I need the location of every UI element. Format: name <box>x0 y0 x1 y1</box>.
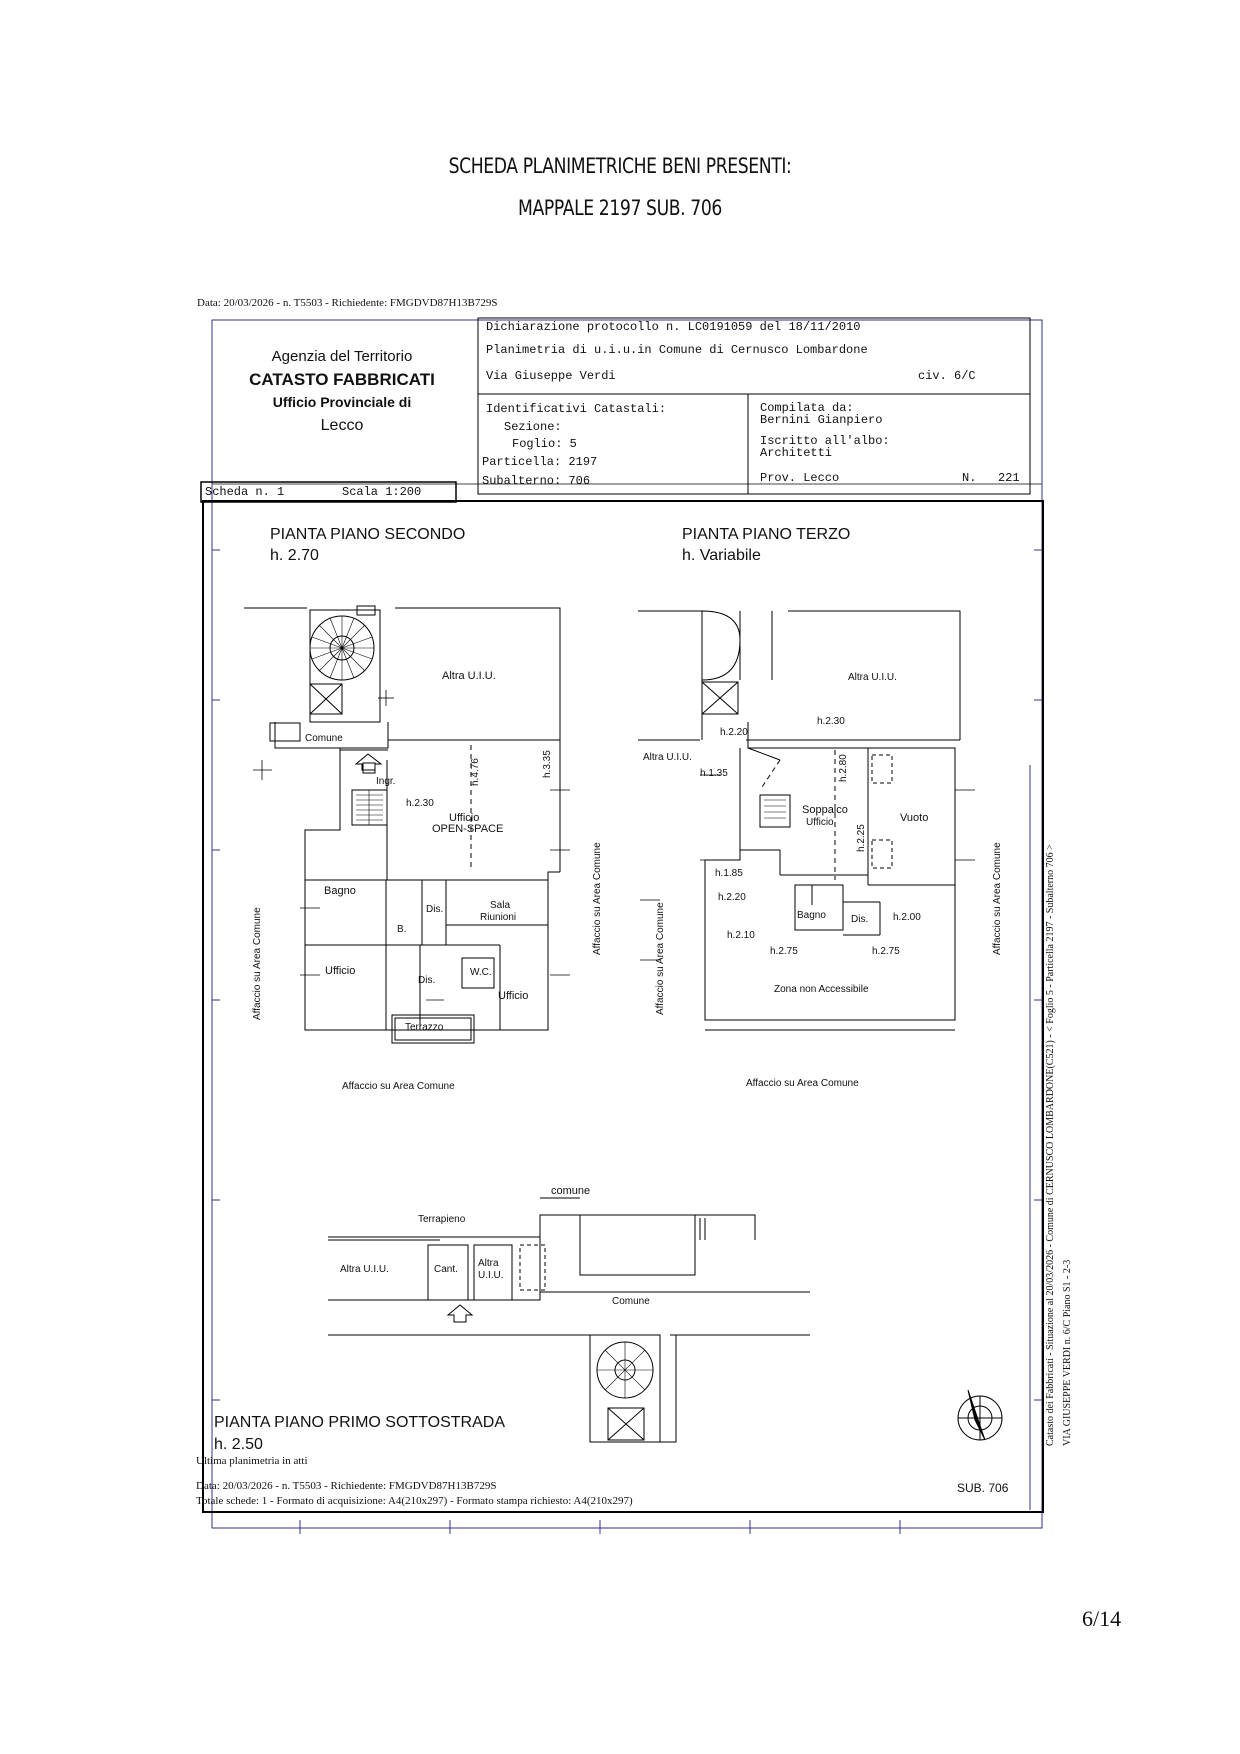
identifiers-foglio: Foglio: 5 <box>512 437 577 451</box>
scheda-label: Scheda n. 1 <box>205 485 285 499</box>
basement-altra: Altra U.I.U. <box>340 1264 389 1275</box>
third-h275b: h.2.75 <box>872 946 900 957</box>
basement-altra2b: U.I.U. <box>478 1270 504 1281</box>
second-b: B. <box>397 924 407 935</box>
third-h275a: h.2.75 <box>770 946 798 957</box>
second-ingresso: Ingr. <box>376 776 396 787</box>
third-bagno: Bagno <box>797 910 826 921</box>
third-h185: h.1.85 <box>715 868 743 879</box>
footer-data: Data: 20/03/2026 - n. T5503 - Richiedente: FMGDVD87H13B729S <box>196 1480 497 1492</box>
second-riunioni: Riunioni <box>480 912 517 923</box>
plan-third-title: PIANTA PIANO TERZO <box>682 526 851 543</box>
plan-second-title: PIANTA PIANO SECONDO <box>270 526 466 543</box>
header-line2: MAPPALE 2197 SUB. 706 <box>518 196 722 220</box>
third-affaccio-bottom: Affaccio su Area Comune <box>746 1078 859 1089</box>
third-zona: Zona non Accessibile <box>774 984 869 995</box>
ufficio-city: Lecco <box>320 417 364 434</box>
third-h280: h.2.80 <box>838 754 849 782</box>
compiler-albo-label: Iscritto all'albo: <box>760 434 890 448</box>
third-altra-left: Altra U.I.U. <box>643 752 692 763</box>
second-ufficio-open: Ufficio <box>449 812 480 824</box>
compiler-name: Bernini Gianpiero <box>760 413 883 427</box>
side-text-line1: Catasto dei Fabbricati - Situazione al 20/03/2026 - Comune di CERNUSCO LOMBARDONE(C521) - < Foglio 5 - Particella 2197 - Subalterno 706 > <box>1045 844 1056 1446</box>
third-affaccio-right: Affaccio su Area Comune <box>992 842 1003 955</box>
second-affaccio-right: Affaccio su Area Comune <box>592 842 603 955</box>
plan-basement-height: h. 2.50 <box>214 1436 263 1453</box>
second-bagno: Bagno <box>324 885 356 897</box>
basement-cantina: Cant. <box>434 1264 458 1275</box>
side-text-line2: VIA GIUSEPPE VERDI n. 6/C Piano S1 - 2-3 <box>1062 1259 1073 1446</box>
footer-totale: Totale schede: 1 - Formato di acquisizione: A4(210x297) - Formato stampa richiesto: A4(210x297) <box>196 1495 633 1507</box>
compiler-label: Compilata da: <box>760 401 854 415</box>
identifiers-sezione: Sezione: <box>504 420 562 434</box>
third-h210: h.2.10 <box>727 930 755 941</box>
third-h225: h.2.25 <box>856 824 867 852</box>
third-ufficio: Ufficio <box>806 817 834 828</box>
page-number: 6/14 <box>1082 1606 1122 1631</box>
second-wc: W.C. <box>470 967 492 978</box>
basement-altra2a: Altra <box>478 1258 499 1269</box>
second-h230: h.2.30 <box>406 798 434 809</box>
catasto-fabbricati: CATASTO FABBRICATI <box>249 370 435 389</box>
second-terrazzo: Terrazzo <box>405 1022 444 1033</box>
plan-second-height: h. 2.70 <box>270 547 319 564</box>
second-dis1: Dis. <box>426 904 444 915</box>
third-soppalco: Soppalco <box>802 804 848 816</box>
plan-third-height: h. Variabile <box>682 547 761 564</box>
declaration-plan: Planimetria di u.i.u.in Comune di Cernusco Lombardone <box>486 343 868 357</box>
second-open-space: OPEN-SPACE <box>432 823 504 835</box>
compiler-prov: Prov. Lecco <box>760 471 840 485</box>
second-ufficio-left: Ufficio <box>325 965 356 977</box>
identifiers-particella: Particella: 2197 <box>482 455 598 469</box>
header-line1: SCHEDA PLANIMETRICHE BENI PRESENTI: <box>448 154 792 178</box>
third-h220b: h.2.20 <box>718 892 746 903</box>
third-vuoto: Vuoto <box>900 812 929 824</box>
basement-comune-top: comune <box>551 1185 591 1197</box>
basement-terrapieno: Terrapieno <box>418 1214 466 1225</box>
second-affaccio-left: Affaccio su Area Comune <box>252 907 263 1020</box>
third-h230: h.2.30 <box>817 716 845 727</box>
third-h200: h.2.00 <box>893 912 921 923</box>
doc-top-line: Data: 20/03/2026 - n. T5503 - Richiedente: FMGDVD87H13B729S <box>197 297 498 309</box>
second-altra-uiu: Altra U.I.U. <box>442 670 496 682</box>
compiler-albo: Architetti <box>760 446 833 460</box>
agency-name: Agenzia del Territorio <box>271 348 413 365</box>
third-altra-top: Altra U.I.U. <box>848 672 897 683</box>
second-h476: h.4.76 <box>470 758 481 786</box>
second-affaccio-bottom: Affaccio su Area Comune <box>342 1081 455 1092</box>
compiler-number: N. 221 <box>962 471 1020 485</box>
scheda-scale: Scala 1:200 <box>342 485 422 499</box>
ufficio-provinciale: Ufficio Provinciale di <box>272 394 412 410</box>
plan-basement-title: PIANTA PIANO PRIMO SOTTOSTRADA <box>214 1414 506 1431</box>
identifiers-title: Identificativi Catastali: <box>486 402 667 416</box>
basement-comune: Comune <box>612 1296 650 1307</box>
declaration-address: Via Giuseppe Verdi <box>486 369 616 383</box>
second-ufficio-right: Ufficio <box>498 990 529 1002</box>
declaration-civ: civ. 6/C <box>918 369 976 383</box>
footer-sub: SUB. 706 <box>957 1481 1009 1495</box>
declaration-protocol: Dichiarazione protocollo n. LC0191059 del 18/11/2010 <box>486 320 861 334</box>
second-sala: Sala <box>490 900 511 911</box>
third-dis: Dis. <box>851 914 869 925</box>
second-dis2: Dis. <box>418 975 436 986</box>
third-h220a: h.2.20 <box>720 727 748 738</box>
second-comune: Comune <box>305 733 343 744</box>
footer-ultima: Ultima planimetria in atti <box>196 1455 308 1467</box>
identifiers-subalterno: Subalterno: 706 <box>482 474 591 488</box>
third-affaccio-left: Affaccio su Area Comune <box>655 902 666 1015</box>
second-h335: h.3.35 <box>542 750 553 778</box>
third-h135: h.1.35 <box>700 768 728 779</box>
